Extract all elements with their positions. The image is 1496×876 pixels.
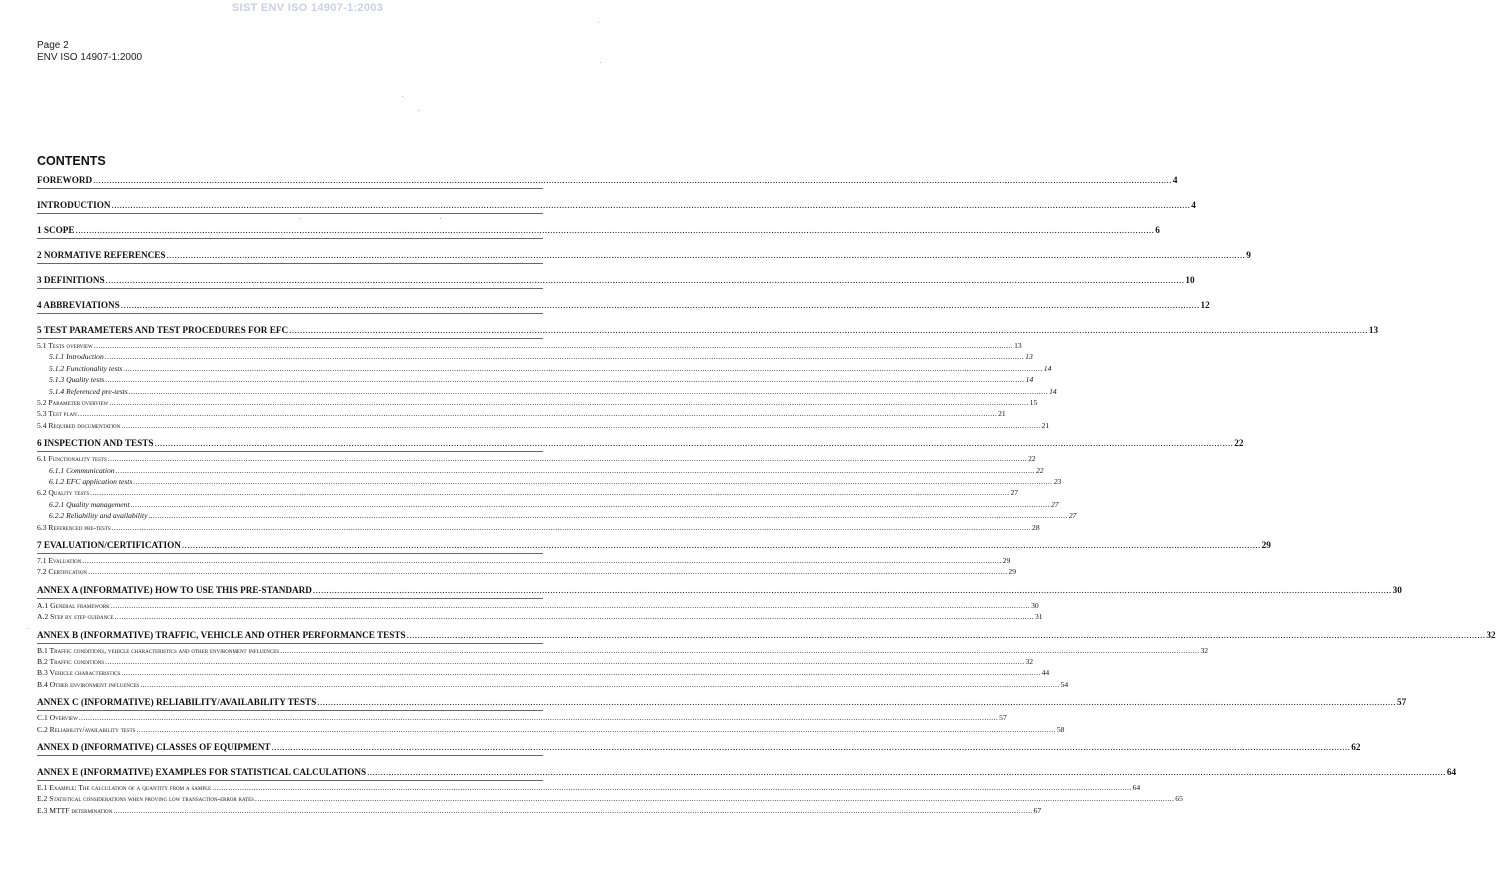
toc-entry[interactable] (37, 454, 1036, 464)
dot-leader: ................................................................................................................................................................................................................................................................................................................................................................................................................ (181, 540, 1261, 550)
toc-entry-title: E.2 Statistical considerations when proving low transaction-error rates (37, 794, 254, 804)
toc-entry[interactable] (37, 352, 1033, 362)
toc-entry[interactable] (37, 567, 1017, 577)
dot-leader: ................................................................................................................................................................................................................................................................................................................................................................................................................ (115, 465, 1035, 475)
dot-leader: ................................................................................................................................................................................................................................................................................................................................................................................................................ (93, 341, 1014, 350)
toc-entry-title: C.2 Reliability/availability tests (37, 724, 136, 734)
toc-entry-title: 2 NORMATIVE REFERENCES (37, 250, 166, 260)
toc-entry-title: E.3 MTTF determination (37, 805, 113, 815)
toc-page-number: 14 (1049, 386, 1057, 396)
toc-entry[interactable] (37, 398, 1038, 408)
toc-page-number: 65 (1175, 794, 1183, 804)
toc-entry[interactable] (37, 794, 1183, 804)
page-header (37, 40, 142, 64)
toc-page-number: 27 (1050, 499, 1059, 509)
toc-entry-title: 6.2.2 Reliability and availability (49, 511, 148, 521)
dot-leader: ................................................................................................................................................................................................................................................................................................................................................................................................................ (121, 420, 1041, 430)
toc-section[interactable] (37, 174, 1178, 186)
dot-leader: ................................................................................................................................................................................................................................................................................................................................................................................................................ (254, 794, 1175, 804)
toc-entry-title: 6.2.1 Quality management (49, 499, 130, 509)
toc-entry[interactable] (37, 465, 1044, 476)
dot-leader: ................................................................................................................................................................................................................................................................................................................................................................................................................ (148, 511, 1068, 521)
section-rule (37, 643, 543, 644)
toc-entry-title: 7 EVALUATION/CERTIFICATION (37, 540, 181, 550)
toc-page-number: 4 (1172, 175, 1178, 185)
section-rule (37, 338, 543, 339)
toc-section[interactable] (37, 299, 1210, 311)
toc-entry[interactable] (37, 657, 1034, 667)
toc-entry[interactable] (37, 556, 1011, 566)
contents-title: CONTENTS (37, 154, 106, 168)
toc-entry-title: 6.3 Referenced pre-tests (37, 522, 111, 532)
toc-entry-title: 5.2 Parameter overview (37, 398, 109, 407)
page-number: Page 2 (37, 40, 69, 51)
toc-page-number: 27 (1010, 488, 1019, 498)
toc-entry-title: 5.3 Test plan (37, 409, 77, 419)
toc-entry[interactable] (37, 612, 1043, 622)
dot-leader: ................................................................................................................................................................................................................................................................................................................................................................................................................ (111, 200, 1191, 210)
dot-leader: ................................................................................................................................................................................................................................................................................................................................................................................................................ (212, 783, 1132, 792)
dot-leader: ................................................................................................................................................................................................................................................................................................................................................................................................................ (123, 363, 1043, 373)
toc-section[interactable] (37, 274, 1195, 286)
section-rule (37, 263, 543, 264)
toc-entry-title: B.2 Traffic conditions (37, 657, 105, 666)
dot-leader: ................................................................................................................................................................................................................................................................................................................................................................................................................ (312, 584, 1392, 595)
toc-page-number: 58 (1056, 724, 1065, 734)
section-rule (37, 313, 543, 314)
toc-page-number: 54 (1060, 679, 1069, 689)
toc-section[interactable] (37, 199, 1196, 211)
toc-entry-title: B.3 Vehicle characteristics (37, 668, 121, 678)
toc-page-number: 4 (1191, 200, 1196, 210)
toc-entry-title: 1 SCOPE (37, 225, 75, 235)
dot-leader: ................................................................................................................................................................................................................................................................................................................................................................................................................ (154, 438, 1234, 449)
dot-leader: ................................................................................................................................................................................................................................................................................................................................................................................................................ (105, 275, 1185, 285)
toc-entry-title: 7.1 Evaluation (37, 556, 82, 565)
dot-leader: ................................................................................................................................................................................................................................................................................................................................................................................................................ (82, 556, 1002, 565)
dot-leader: ................................................................................................................................................................................................................................................................................................................................................................................................................ (121, 668, 1041, 678)
toc-page-number: 29 (1002, 556, 1011, 565)
toc-page-number: 13 (1014, 341, 1022, 350)
toc-entry-title: ANNEX A (INFORMATIVE) HOW TO USE THIS PRE-STANDARD (37, 584, 312, 595)
section-rule (37, 213, 543, 214)
toc-entry-title: 5.1 Tests overview (37, 341, 93, 350)
dot-leader: ................................................................................................................................................................................................................................................................................................................................................................................................................ (75, 225, 1155, 235)
toc-entry[interactable] (37, 420, 1050, 431)
toc-entry-title: 4 ABBREVIATIONS (37, 300, 120, 310)
standard-id: ENV ISO 14907-1:2000 (37, 52, 143, 63)
toc-section[interactable] (37, 741, 1361, 753)
toc-page-number: 30 (1031, 600, 1039, 610)
section-rule (37, 755, 543, 756)
dot-leader: ................................................................................................................................................................................................................................................................................................................................................................................................................ (406, 629, 1486, 640)
toc-entry[interactable] (37, 409, 1006, 419)
toc-entry-title: 5.1.1 Introduction (49, 352, 104, 362)
section-rule (37, 451, 543, 452)
dot-leader: ................................................................................................................................................................................................................................................................................................................................................................................................................ (113, 805, 1033, 815)
toc-entry-title: A.2 Step by step guidance (37, 612, 114, 622)
dot-leader: ................................................................................................................................................................................................................................................................................................................................................................................................................ (110, 600, 1031, 610)
toc-page-number: 22 (1035, 465, 1044, 475)
dot-leader: ................................................................................................................................................................................................................................................................................................................................................................................................................ (109, 398, 1029, 407)
toc-entry-title: 5.1.4 Referenced pre-tests (49, 386, 128, 396)
dot-leader: ................................................................................................................................................................................................................................................................................................................................................................................................................ (136, 724, 1056, 734)
toc-entry[interactable] (37, 375, 1034, 385)
toc-page-number: 27 (1068, 511, 1077, 521)
toc-entry[interactable] (37, 668, 1050, 678)
toc-entry-title: ANNEX B (INFORMATIVE) TRAFFIC, VEHICLE AND OTHER PERFORMANCE TESTS (37, 629, 406, 640)
toc-entry-title: B.1 Traffic conditions, vehicle characteristics and other environment influences (37, 645, 280, 655)
toc-entry[interactable] (37, 488, 1019, 498)
toc-page-number: 32 (1486, 629, 1496, 640)
toc-entry[interactable] (37, 645, 1209, 656)
toc-entry-title: INTRODUCTION (37, 200, 111, 210)
toc-page-number: 21 (998, 409, 1006, 419)
toc-section[interactable] (37, 766, 1457, 778)
toc-page-number: 62 (1351, 742, 1361, 752)
dot-leader: ................................................................................................................................................................................................................................................................................................................................................................................................................ (271, 742, 1351, 752)
toc-entry-title: ANNEX E (INFORMATIVE) EXAMPLES FOR STATISTICAL CALCULATIONS (37, 767, 367, 777)
dot-leader: ................................................................................................................................................................................................................................................................................................................................................................................................................ (104, 352, 1025, 362)
toc-page-number: 57 (999, 713, 1007, 723)
toc-entry-title: 6.1.2 EFC application tests (49, 477, 133, 486)
toc-page-number: 10 (1185, 275, 1195, 285)
section-rule (37, 553, 543, 554)
dot-leader: ................................................................................................................................................................................................................................................................................................................................................................................................................ (280, 645, 1200, 655)
toc-section[interactable] (37, 539, 1271, 551)
toc-page-number: 22 (1234, 438, 1244, 449)
toc-page-number: 32 (1200, 645, 1209, 655)
dot-leader: ................................................................................................................................................................................................................................................................................................................................................................................................................ (140, 679, 1060, 689)
toc-page-number: 29 (1008, 567, 1017, 577)
toc-page-number: 29 (1261, 540, 1271, 550)
dot-leader: ................................................................................................................................................................................................................................................................................................................................................................................................................ (88, 567, 1008, 577)
toc-entry[interactable] (37, 679, 1069, 690)
toc-entry[interactable] (37, 477, 1062, 487)
toc-entry[interactable] (37, 713, 1007, 723)
toc-entry-title: 5 TEST PARAMETERS AND TEST PROCEDURES FOR EFC (37, 325, 289, 335)
toc-page-number: 6 (1155, 225, 1160, 235)
dot-leader: ................................................................................................................................................................................................................................................................................................................................................................................................................ (78, 713, 999, 723)
toc-entry-title: 6 INSPECTION AND TESTS (37, 438, 154, 449)
section-rule (37, 780, 543, 781)
toc-page-number: 44 (1041, 668, 1050, 678)
toc-entry-title: FOREWORD (37, 175, 93, 185)
toc-page-number: 12 (1200, 300, 1210, 310)
dot-leader: ................................................................................................................................................................................................................................................................................................................................................................................................................ (114, 612, 1034, 622)
toc-entry-title: 5.4 Required documentation (37, 420, 121, 430)
toc-page-number: 64 (1132, 783, 1141, 792)
toc-entry-title: ANNEX C (INFORMATIVE) RELIABILITY/AVAILABILITY TESTS (37, 697, 317, 708)
toc-entry[interactable] (37, 363, 1052, 374)
toc-page-number: 57 (1397, 697, 1407, 708)
toc-page-number: 22 (1028, 454, 1036, 464)
dot-leader: ................................................................................................................................................................................................................................................................................................................................................................................................................ (128, 386, 1049, 396)
toc-page-number: 30 (1392, 584, 1402, 595)
toc-entry-title: 5.1.3 Quality tests (49, 375, 105, 385)
toc-entry-title: 3 DEFINITIONS (37, 275, 105, 285)
toc-page-number: 9 (1246, 250, 1251, 260)
section-rule (37, 598, 543, 599)
toc-page-number: 67 (1033, 805, 1042, 815)
toc-entry[interactable] (37, 600, 1039, 611)
toc-entry-title: 6.2 Quality tests (37, 488, 90, 498)
dot-leader: ................................................................................................................................................................................................................................................................................................................................................................................................................ (133, 477, 1053, 486)
toc-page-number: 14 (1043, 363, 1052, 373)
dot-leader: ................................................................................................................................................................................................................................................................................................................................................................................................................ (107, 454, 1028, 464)
dot-leader: ................................................................................................................................................................................................................................................................................................................................................................................................................ (111, 522, 1032, 532)
dot-leader: ................................................................................................................................................................................................................................................................................................................................................................................................................ (130, 499, 1050, 509)
toc-entry-title: 6.1 Functionality tests (37, 454, 107, 464)
toc-entry-title: E.1 Example: The calculation of a quantity from a sample (37, 783, 212, 792)
section-rule (37, 288, 543, 289)
dot-leader: ................................................................................................................................................................................................................................................................................................................................................................................................................ (105, 657, 1025, 666)
section-rule (37, 188, 543, 189)
toc-page-number: 64 (1446, 767, 1457, 777)
dot-leader: ................................................................................................................................................................................................................................................................................................................................................................................................................ (77, 409, 998, 419)
toc-entry[interactable] (37, 724, 1065, 735)
toc-page-number: 15 (1029, 398, 1038, 407)
toc-section[interactable] (37, 224, 1160, 236)
toc-page-number: 14 (1025, 375, 1034, 385)
toc-page-number: 32 (1025, 657, 1034, 666)
toc-page-number: 31 (1035, 612, 1043, 622)
toc-entry-title: 6.1.1 Communication (49, 465, 115, 475)
dot-leader: ................................................................................................................................................................................................................................................................................................................................................................................................................ (317, 697, 1397, 708)
toc-page-number: 23 (1053, 477, 1062, 486)
toc-entry[interactable] (37, 783, 1141, 793)
toc-section[interactable] (37, 249, 1251, 261)
toc-section[interactable] (37, 437, 1244, 449)
toc-entry-title: ANNEX D (INFORMATIVE) CLASSES OF EQUIPMENT (37, 742, 271, 752)
dot-leader: ................................................................................................................................................................................................................................................................................................................................................................................................................ (90, 488, 1010, 498)
section-rule (37, 238, 543, 239)
toc-section[interactable] (37, 584, 1402, 596)
dot-leader: ................................................................................................................................................................................................................................................................................................................................................................................................................ (93, 175, 1172, 185)
toc-entry[interactable] (37, 522, 1040, 533)
toc-page-number: 13 (1025, 352, 1033, 362)
toc-page-number: 13 (1368, 325, 1379, 335)
dot-leader: ................................................................................................................................................................................................................................................................................................................................................................................................................ (120, 300, 1200, 310)
toc-entry[interactable] (37, 511, 1077, 521)
dot-leader: ................................................................................................................................................................................................................................................................................................................................................................................................................ (105, 375, 1025, 385)
toc-entry-title: A.1 General framework (37, 600, 110, 610)
section-rule (37, 710, 543, 711)
dot-leader: ................................................................................................................................................................................................................................................................................................................................................................................................................ (166, 250, 1246, 260)
toc-entry[interactable] (37, 499, 1059, 510)
toc-entry-title: 7.2 Certification (37, 567, 88, 577)
toc-entry[interactable] (37, 805, 1042, 816)
toc-section[interactable] (37, 696, 1407, 708)
toc-entry-title: C.1 Overview (37, 713, 78, 723)
toc-section[interactable] (37, 324, 1379, 336)
watermark: SIST ENV ISO 14907-1:2003 (231, 2, 384, 14)
dot-leader: ................................................................................................................................................................................................................................................................................................................................................................................................................ (367, 767, 1446, 777)
toc-entry[interactable] (37, 386, 1057, 397)
toc-entry[interactable] (37, 341, 1022, 351)
toc-entry-title: 5.1.2 Functionality tests (49, 363, 123, 373)
toc-section[interactable] (37, 629, 1496, 641)
toc-entry-title: B.4 Other environment influences (37, 679, 140, 689)
dot-leader: ................................................................................................................................................................................................................................................................................................................................................................................................................ (289, 325, 1368, 335)
toc-page-number: 21 (1041, 420, 1050, 430)
toc-page-number: 28 (1032, 522, 1040, 532)
